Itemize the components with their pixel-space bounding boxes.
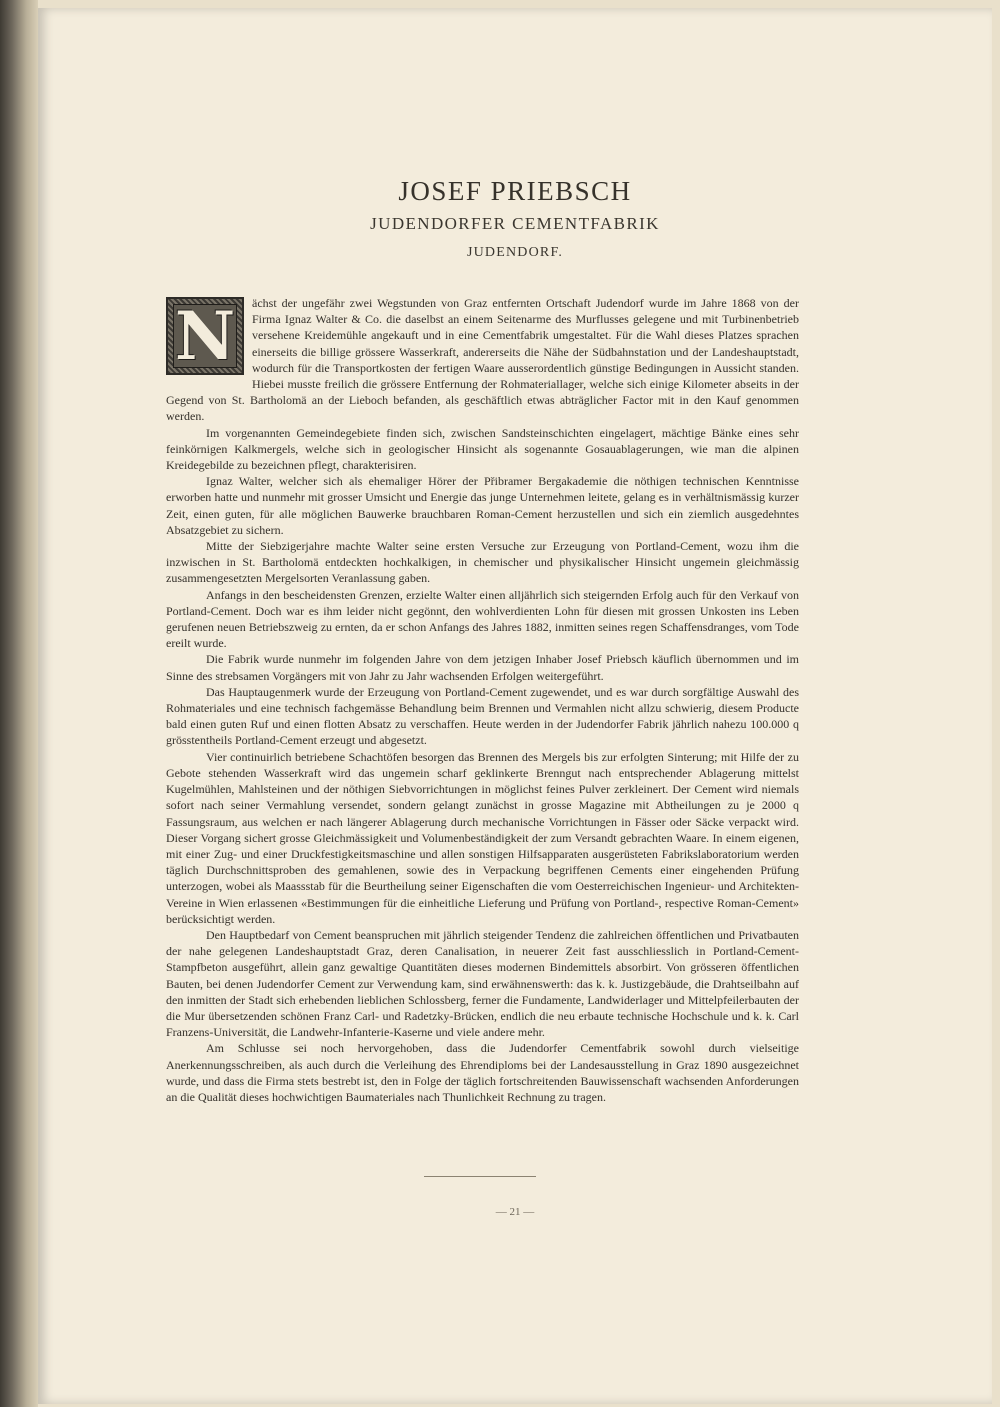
document-page — [38, 8, 992, 1404]
paragraph-5: Anfangs in den bescheidensten Grenzen, erzielte Walter einen alljährlich sich steigernden Erfolg auch für den Verkauf von Portland-Cement. Doch war es ihm leider nicht gegönnt, den wohlverdienten Lohn für diesen mit grossen Unkosten ins Leben gerufenen neuen Betriebszweig zu ernten, da er schon Anfangs des Jahres 1882, inmitten seines regen Schaffensdranges, vom Tode ereilt wurde. — [166, 587, 799, 651]
paragraph-4: Mitte der Siebzigerjahre machte Walter seine ersten Versuche zur Erzeugung von Portland-Cement, wozu ihm die inzwischen in St. Bartholomä entdeckten hochkalkigen, in chemischer und physikalischer Hinsicht ungemein gleichmässig zusammengesetzten Mergelsorten Veranlassung gaben. — [166, 539, 799, 586]
article-body — [166, 295, 799, 1105]
book-spine — [0, 0, 38, 1407]
page-title: JOSEF PRIEBSCH — [398, 176, 632, 206]
end-rule — [424, 1176, 536, 1177]
paragraph-6: Die Fabrik wurde nunmehr im folgenden Jahre von dem jetzigen Inhaber Josef Priebsch käuflich übernommen und im Sinne des strebsamen Vorgängers mit von Jahr zu Jahr wachsenden Erfolgen weitergeführt. — [166, 652, 799, 683]
initial-letter: N — [174, 297, 236, 375]
decorative-initial-n — [166, 297, 244, 375]
paragraph-8: Vier continuirlich betriebene Schachtöfen besorgen das Brennen des Mergels bis zur erfolgten Sinterung; mit Hilfe der zu Gebote stehenden Wasserkraft wird das ungemein scharf geklinkerte Brenngut nach entsprechender Ablagerung mittelst Kugelmühlen, Mahlsteinen und der nöthigen Siebvorrichtungen in möglichst feines Pulver zerkleinert. Der Cement wird niemals sofort nach seiner Vermahlung versendet, sondern gelangt zunächst in grosse Magazine mit Abtheilungen zu je 2000 q Fassungsraum, aus welchen er nach längerer Ablagerung durch mechanische Vorrichtungen in Fässer oder Säcke verpackt wird. Dieser Vorgang sichert grosse Gleichmässigkeit und Volumenbeständigkeit der zum Versandt gebrachten Waare. In einem eigenen, mit einer Zug- und einer Druckfestigkeitsmaschine und allen sonstigen Hilfsapparaten ausgerüsteten Fabrikslaboratorium werden täglich Durchschnittsproben des gemahlenen, sowie des in Verpackung begriffenen Cements einer eingehenden Prüfung unterzogen, wobei als Maassstab für die Beurtheilung seiner Eigenschaften die vom Oesterreichischen Ingenieur- und Architekten-Vereine in Wien erlassenen «Bestimmungen für die einheitliche Lieferung und Prüfung von Portland-, respective Roman-Cement» berücksichtigt werden. — [166, 749, 799, 926]
paragraph-10: Am Schlusse sei noch hervorgehoben, dass die Judendorfer Cementfabrik sowohl durch vielseitige Anerkennungsschreiben, als auch durch die Verleihung des Ehrendiploms bei der Landesausstellung in Graz 1890 ausgezeichnet wurde, und dass die Firma stets bestrebt ist, den in Folge der täglich fortschreitenden Bauwissenschaft wachsenden Anforderungen an die Qualität dieses hochwichtigen Baumateriales nach Thunlichkeit Rechnung zu tragen. — [166, 1041, 799, 1104]
paragraph-text: ächst der ungefähr zwei Wegstunden von Graz entfernten Ortschaft Judendorf wurde im Jahre 1868 von der Firma Ignaz Walter & Co. die daselbst an einem Seitenarme des Murflusses gelegene und mit Turbinenbetrieb versehene Kreidemühle angekauft und in eine Cementfabrik umgestaltet. Für die Wahl dieses Platzes sprachen einerseits die billige grössere Wasserkraft, andererseits die Nähe der Südbahnstation und der Landeshauptstadt, wodurch für die Transportkosten der fertigen Waare ausserordentlich günstige Bedingungen in Aussicht standen. Hiebei musste freilich die grössere Entfernung der Rohmateriallager, welche sich einige Kilometer abseits in der Gegend von St. Bartholomä an der Lieboch befanden, als geschäftlich etwas abträglicher Factor mit in den Kauf genommen werden. — [166, 296, 799, 424]
page-number: — 21 — — [495, 1206, 535, 1218]
paragraph-9: Den Hauptbedarf von Cement beanspruchen mit jährlich steigender Tendenz die zahlreichen öffentlichen und Privatbauten der nahe gelegenen Landeshauptstadt Graz, deren Canalisation, in neuerer Zeit fast ausschliesslich in Portland-Cement-Stampfbeton ausgeführt, allein ganz gewaltige Quantitäten dieses modernen Bindemittels absorbirt. Von grösseren öffentlichen Bauten, bei denen Judendorfer Cement zur Verwendung kam, sind erwähnenswerth: das k. k. Justizgebäude, die Drahtseilbahn auf den inmitten der Stadt sich erhebenden lieblichen Schlossberg, ferner die Fundamente, Landwiderlager und Mittelpfeilerbauten der die Mur übersetzenden schönen Franz Carl- und Radetzky-Brücken, endlich die neu erbaute technische Hochschule und k. k. Carl Franzens-Universität, die Landwehr-Infanterie-Kaserne und viele andere mehr. — [166, 927, 799, 1040]
paragraph-2: Im vorgenannten Gemeindegebiete finden sich, zwischen Sandsteinschichten eingelagert, mächtige Bänke eines sehr feinkörnigen Kalkmergels, welche sich in geologischer Hinsicht als sogenannte Gosauablagerungen, wie man die alpinen Kreidegebilde zu bezeichnen pflegt, charakterisiren. — [166, 425, 799, 473]
paragraph-7: Das Hauptaugenmerk wurde der Erzeugung von Portland-Cement zugewendet, und es war durch sorgfältige Auswahl des Rohmateriales und eine technisch fachgemässe Behandlung beim Brennen und Vermahlen nicht allzu schwierig, diesem Producte bald einen guten Ruf und einen flotten Absatz zu verschaffen. Heute werden in der Judendorfer Fabrik jährlich nahezu 100.000 q grösstentheils Portland-Cement erzeugt und abgesetzt. — [166, 684, 799, 748]
page-subtitle: JUDENDORFER CEMENTFABRIK — [370, 214, 660, 233]
paragraph-1 — [166, 295, 799, 425]
place-heading: JUDENDORF. — [466, 245, 564, 260]
paragraph-3: Ignaz Walter, welcher sich als ehemaliger Hörer der Přibramer Bergakademie die nöthigen technischen Kenntnisse erworben hatte und nunmehr mit grosser Umsicht und Energie das junge Unternehmen leitete, gelang es in verhältnismässig kurzer Zeit, einen guten, für alle möglichen Bauwerke brauchbaren Roman-Cement herzustellen und sich ein ziemlich ausgedehntes Absatzgebiet zu sichern. — [166, 474, 799, 537]
